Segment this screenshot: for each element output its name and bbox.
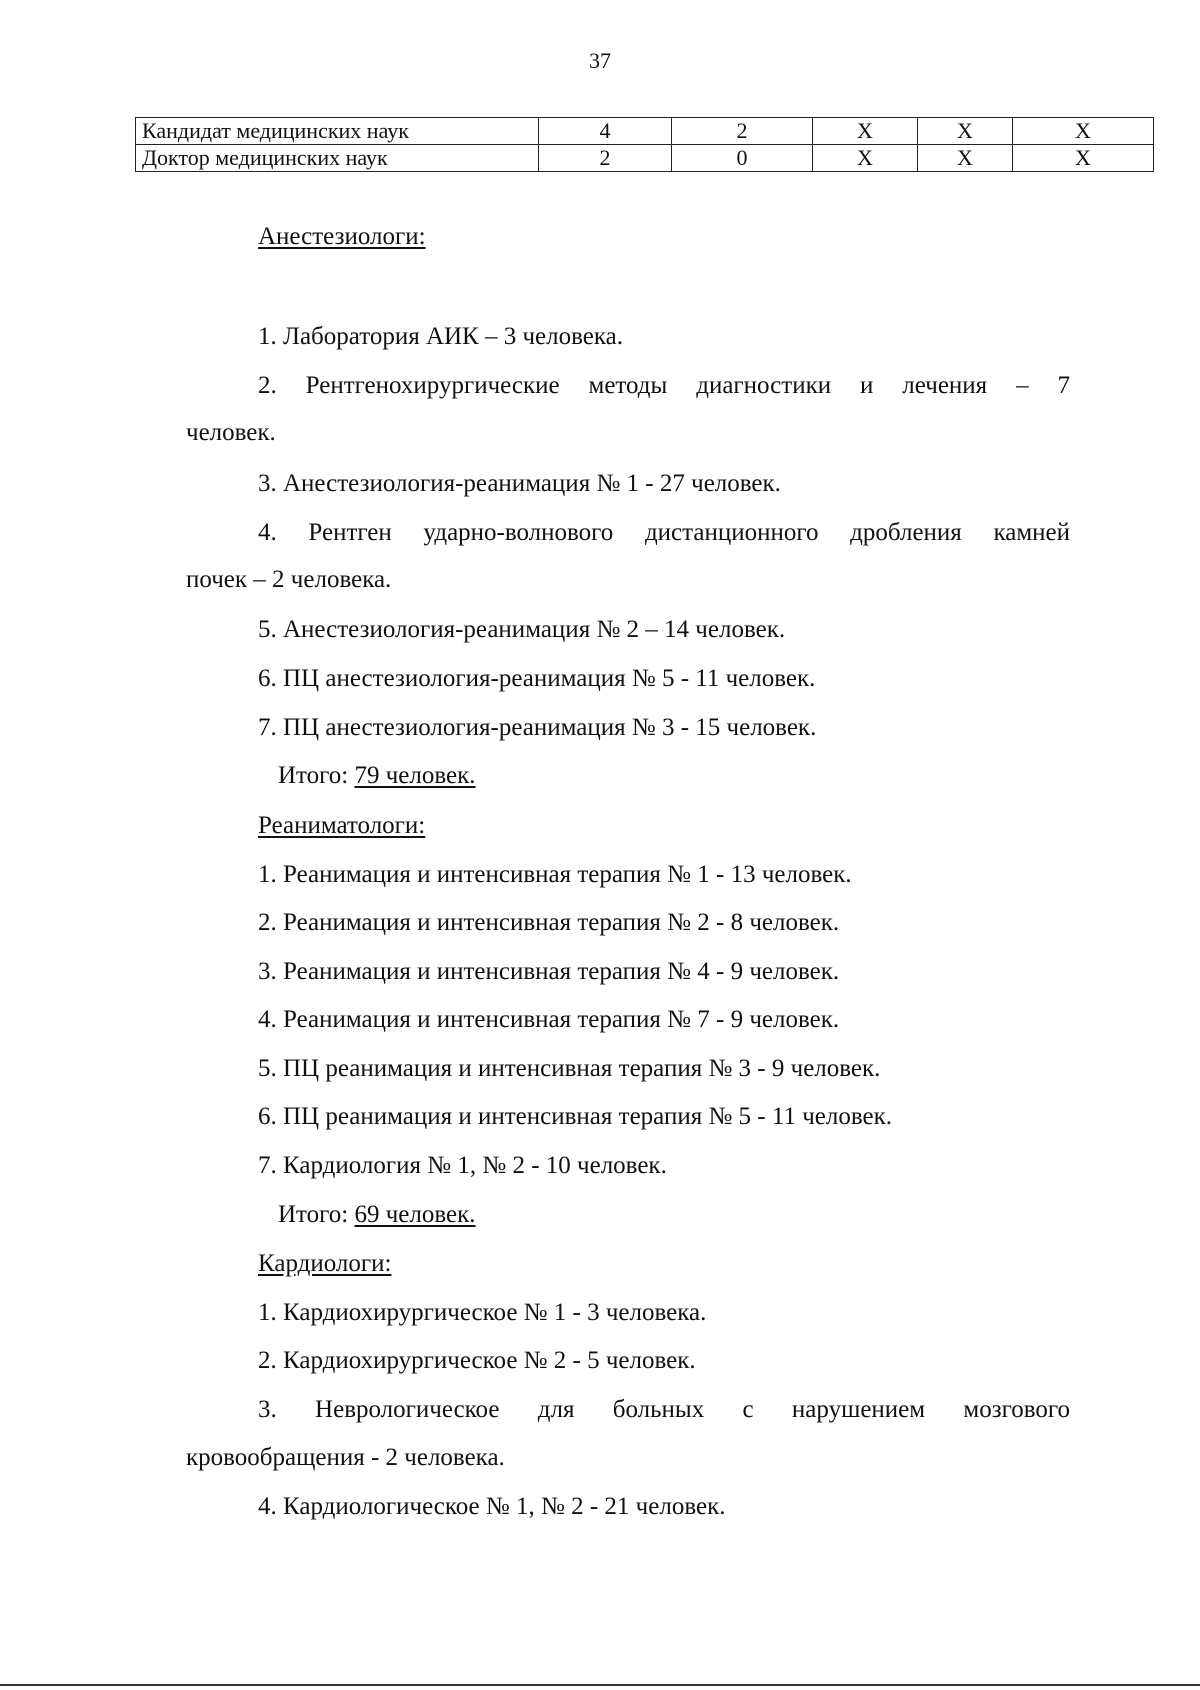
list-item: 2. Кардиохирургическое № 2 - 5 человек. — [258, 1347, 696, 1374]
table-cell: 2 — [672, 118, 813, 145]
list-item-continuation: кровообращения - 2 человека. — [186, 1444, 505, 1471]
qualification-table — [135, 117, 1154, 172]
list-item: 3. Анестезиология-реанимация № 1 - 27 человек. — [258, 470, 781, 497]
list-item: 5. Анестезиология-реанимация № 2 – 14 человек. — [258, 616, 786, 643]
list-item: 3. Неврологическое для больных с нарушением мозгового — [258, 1396, 1070, 1423]
page-number: 37 — [589, 48, 611, 73]
list-item: 5. ПЦ реанимация и интенсивная терапия № 3 - 9 человек. — [258, 1055, 881, 1082]
list-item: 3. Реанимация и интенсивная терапия № 4 - 9 человек. — [258, 958, 840, 985]
table-cell: X — [1013, 118, 1154, 145]
list-item: 4. Реанимация и интенсивная терапия № 7 - 9 человек. — [258, 1006, 840, 1033]
table-cell: X — [813, 118, 918, 145]
total-label: Итого: — [278, 1201, 355, 1228]
section-heading-anesthesiologists: Анестезиологи: — [258, 223, 426, 250]
total-value: 79 человек. — [354, 762, 476, 789]
list-item-continuation: почек – 2 человека. — [186, 566, 392, 593]
list-item: 7. Кардиология № 1, № 2 - 10 человек. — [258, 1152, 667, 1179]
list-item: 1. Кардиохирургическое № 1 - 3 человека. — [258, 1299, 707, 1326]
list-item: 6. ПЦ анестезиология-реанимация № 5 - 11 человек. — [258, 665, 816, 692]
list-item-continuation: человек. — [186, 419, 276, 446]
table-cell: 4 — [539, 118, 672, 145]
total-value: 69 человек. — [354, 1201, 476, 1228]
list-item: 6. ПЦ реанимация и интенсивная терапия № 5 - 11 человек. — [258, 1103, 892, 1130]
total-label: Итого: — [278, 762, 355, 789]
list-item: 4. Рентген ударно-волнового дистанционного дробления камней — [258, 519, 1070, 546]
list-item: 7. ПЦ анестезиология-реанимация № 3 - 15 человек. — [258, 714, 817, 741]
list-item: 2. Рентгенохирургические методы диагностики и лечения – 7 — [258, 372, 1070, 399]
table-cell-label: Кандидат медицинских наук — [136, 118, 539, 145]
table-row — [136, 145, 1154, 172]
table-cell-label: Доктор медицинских наук — [136, 145, 539, 172]
table-cell: X — [918, 118, 1013, 145]
page-bottom-rule — [0, 1684, 1200, 1686]
total-line — [278, 761, 476, 791]
list-item: 1. Реанимация и интенсивная терапия № 1 - 13 человек. — [258, 861, 852, 888]
section-heading-reanimatologists: Реаниматологи: — [258, 812, 426, 839]
table-cell: 0 — [672, 145, 813, 172]
section-heading-cardiologists: Кардиологи: — [258, 1250, 392, 1277]
table-cell: X — [918, 145, 1013, 172]
table-row — [136, 118, 1154, 145]
table-cell: X — [813, 145, 918, 172]
list-item: 4. Кардиологическое № 1, № 2 - 21 человек. — [258, 1493, 726, 1520]
total-line — [278, 1200, 476, 1230]
list-item: 1. Лаборатория АИК – 3 человека. — [258, 323, 623, 350]
list-item: 2. Реанимация и интенсивная терапия № 2 - 8 человек. — [258, 909, 840, 936]
table-cell: 2 — [539, 145, 672, 172]
table-cell: X — [1013, 145, 1154, 172]
